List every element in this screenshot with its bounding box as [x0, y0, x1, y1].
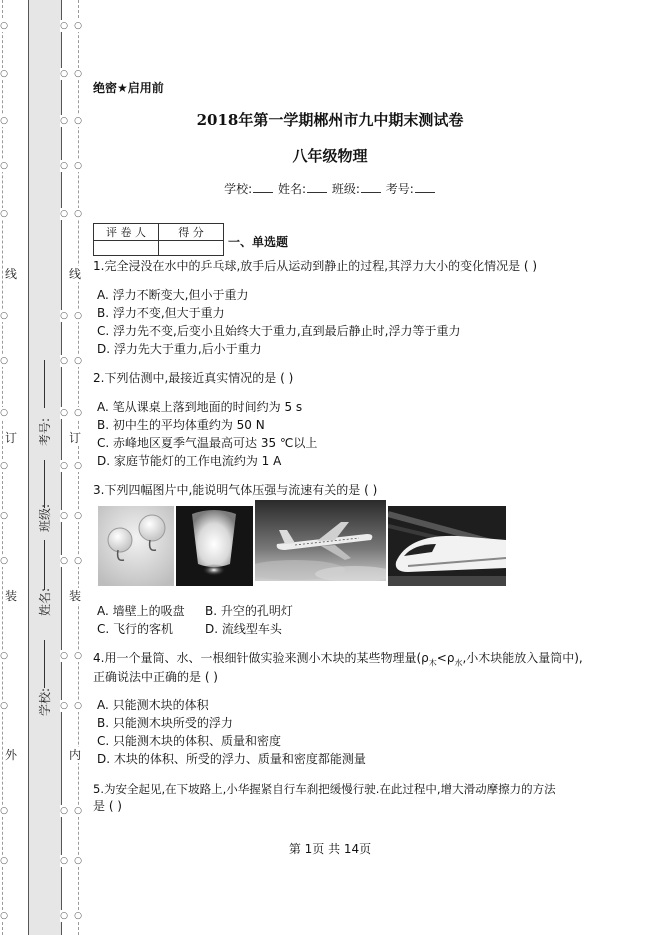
binding-circle-mark: ○ [74, 806, 82, 816]
binding-circle-mark: ○ [74, 556, 82, 566]
binding-circle-mark: ○ [74, 116, 82, 126]
score-table-score-cell[interactable] [159, 241, 224, 256]
bullet-train-image [388, 506, 506, 586]
score-table-grader-cell[interactable] [94, 241, 159, 256]
binding-circle-mark: ○ [74, 209, 82, 219]
info-name-blank[interactable] [307, 182, 327, 193]
binding-char-outer-zhuang: 装 [5, 589, 18, 603]
binding-char-outer-wai: 外 [5, 748, 18, 762]
score-table [93, 223, 224, 256]
binding-circle-mark: ○ [60, 701, 68, 711]
binding-circle-mark: ○ [74, 856, 82, 866]
exam-title: 2018年第一学期郴州市九中期末测试卷 [196, 111, 464, 129]
binding-circle-mark: ○ [74, 911, 82, 921]
binding-circle-mark: ○ [60, 311, 68, 321]
binding-class-blank[interactable] [44, 460, 45, 508]
binding-char-inner-zhuang: 装 [69, 589, 82, 603]
page-footer: 第 1页 共 14页 [288, 842, 372, 856]
binding-char-inner-ding: 订 [69, 431, 82, 445]
student-info-line [80, 180, 580, 197]
binding-circle-mark: ○ [60, 356, 68, 366]
question-2-option-d: D. 家庭节能灯的工作电流约为 1 A [97, 454, 282, 468]
binding-circle-mark: ○ [0, 116, 8, 126]
binding-circle-mark: ○ [74, 311, 82, 321]
score-table-grader-header: 评 卷 人 [94, 224, 159, 241]
info-school-label: 学校: [224, 182, 253, 196]
binding-circle-mark: ○ [0, 209, 8, 219]
binding-field-name: 姓名: [38, 587, 52, 616]
binding-circle-mark: ○ [0, 806, 8, 816]
binding-char-outer-xian: 线 [5, 267, 18, 281]
binding-circle-mark: ○ [74, 161, 82, 171]
binding-char-outer-ding: 订 [5, 431, 18, 445]
question-2-option-c: C. 赤峰地区夏季气温最高可达 35 ℃以上 [97, 436, 318, 450]
question-4-option-a: A. 只能测木块的体积 [97, 698, 209, 712]
binding-char-inner-nei: 内 [69, 748, 82, 762]
binding-circle-mark: ○ [60, 116, 68, 126]
info-class-blank[interactable] [361, 182, 381, 193]
binding-circle-mark: ○ [74, 408, 82, 418]
binding-circle-mark: ○ [60, 408, 68, 418]
binding-circle-mark: ○ [60, 651, 68, 661]
binding-circle-mark: ○ [0, 556, 8, 566]
info-class-label: 班级: [331, 182, 360, 196]
binding-circle-mark: ○ [0, 511, 8, 521]
question-1-stem: 1.完全浸没在水中的乒乓球,放手后从运动到静止的过程,其浮力大小的变化情况是 ( ) [93, 259, 538, 273]
binding-circle-mark: ○ [0, 701, 8, 711]
question-2-stem: 2.下列估测中,最接近真实情况的是 ( ) [93, 371, 294, 385]
binding-char-inner-xian: 线 [69, 267, 82, 281]
question-5-stem-line2: 是 ( ) [93, 799, 122, 813]
binding-school-blank[interactable] [44, 640, 45, 688]
binding-circle-mark: ○ [60, 911, 68, 921]
question-2-option-b: B. 初中生的平均体重约为 50 N [97, 418, 265, 432]
question-1-option-b: B. 浮力不变,但大于重力 [97, 306, 225, 320]
rho-wood-subscript: 木 [428, 658, 437, 668]
binding-circle-mark: ○ [0, 21, 8, 31]
question-4-option-d: D. 木块的体积、所受的浮力、质量和密度都能测量 [97, 752, 366, 766]
question-3-option-a: A. 墙壁上的吸盘 [97, 604, 185, 618]
binding-circle-mark: ○ [0, 161, 8, 171]
sky-lantern-image [176, 506, 253, 586]
binding-name-blank[interactable] [44, 540, 45, 590]
info-name-label: 姓名: [278, 182, 307, 196]
binding-circle-mark: ○ [74, 701, 82, 711]
binding-circle-mark: ○ [60, 21, 68, 31]
question-1-option-c: C. 浮力先不变,后变小且始终大于重力,直到最后静止时,浮力等于重力 [97, 324, 461, 338]
binding-circle-mark: ○ [74, 511, 82, 521]
question-2-option-a: A. 笔从课桌上落到地面的时间约为 5 s [97, 400, 303, 414]
question-3-stem: 3.下列四幅图片中,能说明气体压强与流速有关的是 ( ) [93, 483, 378, 497]
question-1-option-d: D. 浮力先大于重力,后小于重力 [97, 342, 262, 356]
question-4-option-c: C. 只能测木块的体积、质量和密度 [97, 734, 282, 748]
binding-number-blank[interactable] [44, 360, 45, 408]
question-1-option-a: A. 浮力不断变大,但小于重力 [97, 288, 249, 302]
binding-circle-mark: ○ [74, 69, 82, 79]
binding-field-school: 学校: [38, 687, 52, 716]
info-school-blank[interactable] [253, 182, 273, 193]
binding-circle-mark: ○ [0, 356, 8, 366]
binding-circle-mark: ○ [60, 461, 68, 471]
binding-strip [28, 0, 62, 935]
binding-circle-mark: ○ [0, 856, 8, 866]
question-3-option-b: B. 升空的孔明灯 [205, 604, 293, 618]
exam-subtitle: 八年级物理 [292, 147, 368, 165]
score-table-score-header: 得 分 [159, 224, 224, 241]
binding-circle-mark: ○ [60, 511, 68, 521]
binding-circle-mark: ○ [60, 856, 68, 866]
question-4-stem-line2: 正确说法中正确的是 ( ) [93, 670, 218, 684]
airplane-image [255, 500, 386, 581]
question-3-option-d: D. 流线型车头 [205, 622, 282, 636]
binding-circle-mark: ○ [74, 651, 82, 661]
question-4-option-b: B. 只能测木块所受的浮力 [97, 716, 233, 730]
binding-circle-mark: ○ [60, 161, 68, 171]
rho-water-subscript: 水 [454, 658, 463, 668]
question-5-stem-line1: 5.为安全起见,在下坡路上,小华握紧自行车刹把缓慢行驶.在此过程中,增大滑动摩擦力的方法 [93, 782, 556, 796]
binding-circle-mark: ○ [74, 21, 82, 31]
binding-field-number: 考号: [38, 417, 52, 446]
binding-circle-mark: ○ [0, 311, 8, 321]
binding-circle-mark: ○ [60, 806, 68, 816]
binding-circle-mark: ○ [60, 69, 68, 79]
binding-circle-mark: ○ [0, 461, 8, 471]
info-number-blank[interactable] [415, 182, 435, 193]
question-4-stem-line1: 4.用一个量筒、水、一根细针做实验来测小木块的某些物理量($\rho_木<\rho_水$,小木块能放入量筒中), [93, 651, 583, 668]
binding-circle-mark: ○ [74, 356, 82, 366]
question-3-option-c: C. 飞行的客机 [97, 622, 174, 636]
binding-field-class: 班级: [38, 503, 52, 532]
section-title: 一、单选题 [228, 235, 289, 249]
info-number-label: 考号: [385, 182, 414, 196]
binding-circle-mark: ○ [0, 69, 8, 79]
binding-circle-mark: ○ [0, 651, 8, 661]
binding-circle-mark: ○ [0, 911, 8, 921]
binding-circle-mark: ○ [60, 556, 68, 566]
binding-circle-mark: ○ [60, 209, 68, 219]
binding-circle-mark: ○ [74, 461, 82, 471]
suction-cup-image [98, 506, 174, 586]
confidential-mark: 绝密★启用前 [93, 81, 164, 95]
binding-circle-mark: ○ [0, 408, 8, 418]
